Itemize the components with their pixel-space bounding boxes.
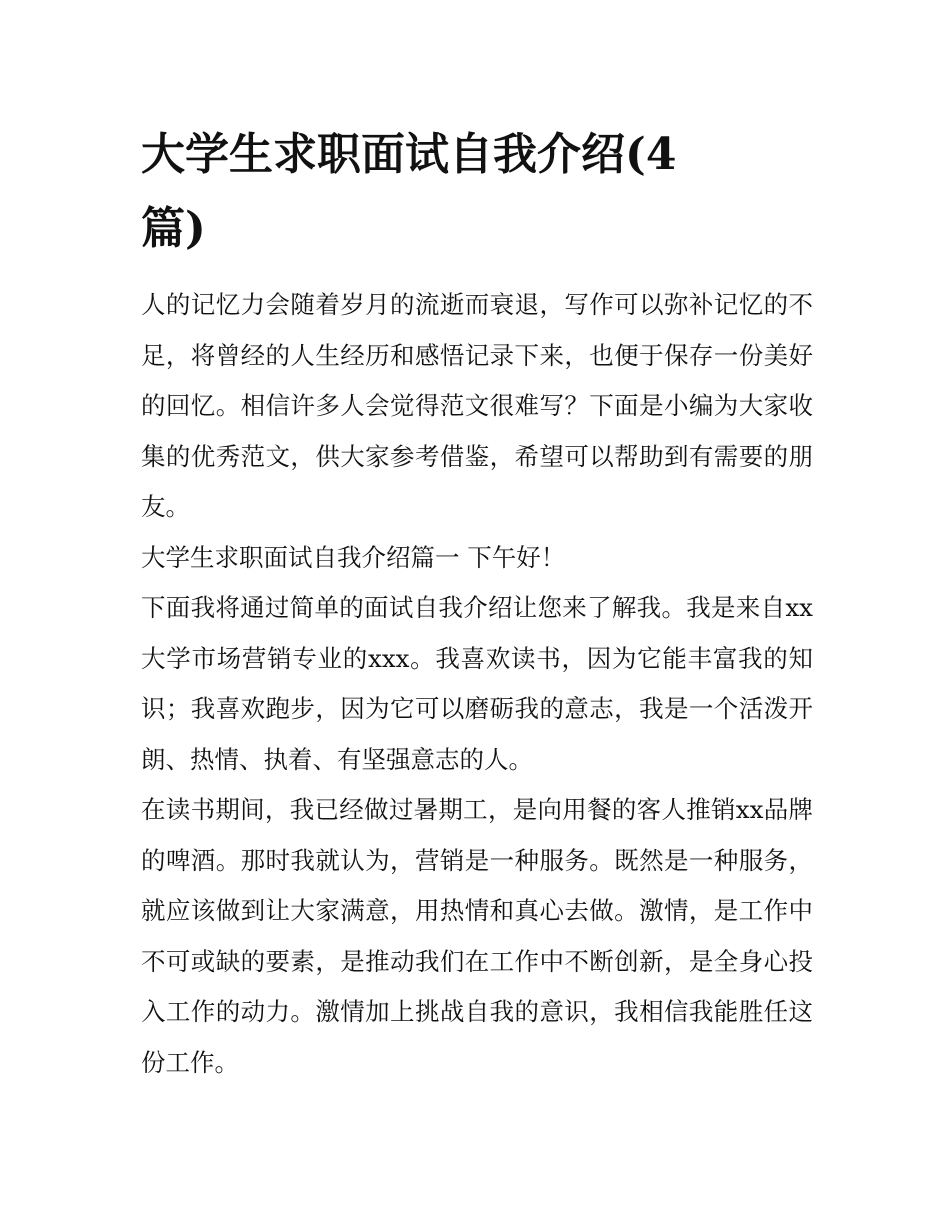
section-heading-paragraph: 大学生求职面试自我介绍篇一 下午好！ bbox=[141, 542, 566, 572]
document-body bbox=[141, 118, 813, 1088]
experience-paragraph: 在读书期间，我已经做过暑期工，是向用餐的客人推销xx品牌的啤酒。那时我就认为，营销是一种服务。既然是一种服务，就应该做到让大家满意，用热情和真心去做。激情，是工作中不可或缺的要素，是推动我们在工作中不断创新，是全身心投入工作的动力。激情加上挑战自我的意识，我相信我能胜任这份工作。 bbox=[141, 795, 813, 1077]
intro-paragraph: 人的记忆力会随着岁月的流逝而衰退，写作可以弥补记忆的不足，将曾经的人生经历和感悟记录下来，也便于保存一份美好的回忆。相信许多人会觉得范文很难写？下面是小编为大家收集的优秀范文，供大家参考借鉴，希望可以帮助到有需要的朋友。 bbox=[141, 290, 813, 521]
document-title: 大学生求职面试自我介绍(4篇) bbox=[141, 129, 677, 254]
self-intro-paragraph: 下面我将通过简单的面试自我介绍让您来了解我。我是来自xx大学市场营销专业的xxx。我喜欢读书，因为它能丰富我的知识；我喜欢跑步，因为它可以磨砺我的意志，我是一个活泼开朗、热情、执着、有坚强意志的人。 bbox=[141, 593, 813, 774]
